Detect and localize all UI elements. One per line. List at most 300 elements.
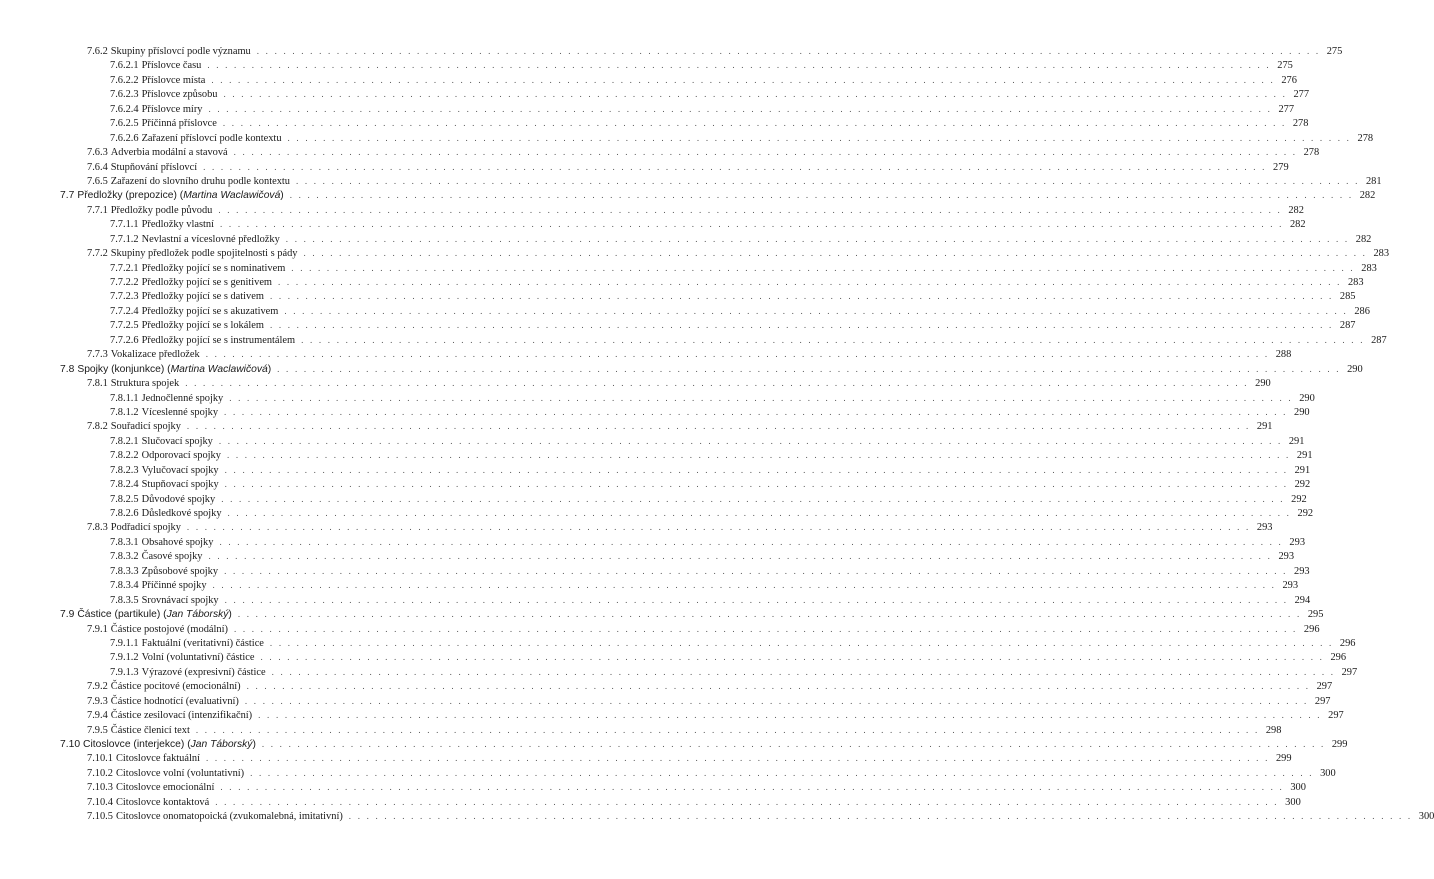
toc-leader-dots: . . . . . . . . . . . . . . . . . . . . . . . . . . . . . . . . . . . . . . . . . . . . . . . . . . . . . . . . . . . . . . . . . . . . . . . . . . . . . . . . . . . . . . . . . . . . . . . . . . . . . . . . . . . . . . . . . . . . . . . . [220,219,1284,230]
toc-entry [60,520,1273,534]
toc-entry-title [111,146,228,160]
toc-leader-dots: . . . . . . . . . . . . . . . . . . . . . . . . . . . . . . . . . . . . . . . . . . . . . . . . . . . . . . . . . . . . . . . . . . . . . . . . . . . . . . . . . . . . . . . . . . . . . . . . . . . . . . . . . . . . . . . . . . . . . . . . [285,233,1350,244]
toc-entry [60,376,1271,390]
toc-entry-number: 7.8.2.2 [110,450,139,462]
toc-entry-page: 283 [1361,262,1377,274]
toc-entry-number: 7.8.2.5 [110,493,139,505]
toc-entry-title-text: Citoslovce volní (voluntativní) [115,767,245,779]
toc-entry-title [111,420,181,434]
toc-entry-page: 297 [1341,666,1358,678]
toc-entry-title [142,536,214,550]
toc-entry-title-text: Předložky pojící se s akuzativem [141,305,279,317]
toc-entry [60,275,1364,289]
toc-leader-dots: . . . . . . . . . . . . . . . . . . . . . . . . . . . . . . . . . . . . . . . . . . . . . . . . . . . . . . . . . . . . . . . . . . . . . . . . . . . . . . . . . . . . . . . . . . . . . . . . . . . . . . . . . . . . . . . . . . . . . . . . [233,623,1298,634]
toc-entry [60,102,1295,116]
toc-entry-number: 7.10.1 [87,753,113,765]
toc-entry-title [142,579,207,593]
toc-entry-author: Martina Waclawičová [183,190,281,202]
toc-entry-title [116,752,200,766]
toc-leader-dots: . . . . . . . . . . . . . . . . . . . . . . . . . . . . . . . . . . . . . . . . . . . . . . . . . . . . . . . . . . . . . . . . . . . . . . . . . . . . . . . . . . . . . . . . . . . . . . . . . . . . . . . . . . . . . . . . . . . . . . . . [218,435,1283,446]
toc-entry-title [142,276,272,290]
toc-entry-title [77,608,232,622]
toc-leader-dots: . . . . . . . . . . . . . . . . . . . . . . . . . . . . . . . . . . . . . . . . . . . . . . . . . . . . . . . . . . . . . . . . . . . . . . . . . . . . . . . . . . . . . . . . . . . . . . . . . . . . . . . . . . . . . . . . . . . . . . . . [218,204,1282,215]
toc-entry-number: 7.8.3.5 [110,594,139,606]
toc-leader-dots: . . . . . . . . . . . . . . . . . . . . . . . . . . . . . . . . . . . . . . . . . . . . . . . . . . . . . . . . . . . . . . . . . . . . . . . . . . . . . . . . . . . . . . . . . . . . . . . . . . . . . . . . . . . . . . . . . . . . . . . . [295,175,1360,186]
toc-entry [60,795,1301,809]
toc-entry [60,160,1289,174]
toc-entry-page: 300 [1290,782,1306,794]
toc-entry-title-text: Částice hodnotící (evaluativní) [110,695,239,707]
toc-entry [60,405,1310,419]
toc-entry-title [142,478,219,492]
toc-entry-title-text: Skupiny předložek podle spojitelnosti s pády [110,248,298,260]
toc-leader-dots: . . . . . . . . . . . . . . . . . . . . . . . . . . . . . . . . . . . . . . . . . . . . . . . . . . . . . . . . . . . . . . . . . . . . . . . . . . . . . . . . . . . . . . . . . . . . . . . . . . . . . . . . . . . . . . . . . . . . . . . . [203,161,1267,172]
toc-entry [60,549,1295,563]
table-of-contents [60,44,1434,824]
toc-entry-number: 7.10.2 [87,767,113,779]
toc-leader-dots: . . . . . . . . . . . . . . . . . . . . . . . . . . . . . . . . . . . . . . . . . . . . . . . . . . . . . . . . . . . . . . . . . . . . . . . . . . . . . . . . . . . . . . . . . . . . . . . . . . . . . . . . . . . . . . . . . . . . . . . . [221,493,1285,504]
toc-entry-page: 292 [1297,508,1314,519]
toc-entry-number: 7.8.2.1 [110,435,139,447]
toc-entry-number: 7.10 [60,739,81,750]
toc-leader-dots: . . . . . . . . . . . . . . . . . . . . . . . . . . . . . . . . . . . . . . . . . . . . . . . . . . . . . . . . . . . . . . . . . . . . . . . . . . . . . . . . . . . . . . . . . . . . . . . . . . . . . . . . . . . . . . . . . . . . . . . . [222,118,1287,129]
toc-entry [60,780,1306,794]
toc-entry-number: 7.8.1.2 [110,406,139,418]
toc-entry-page: 293 [1294,565,1310,577]
toc-entry-page: 293 [1282,580,1299,592]
toc-leader-dots: . . . . . . . . . . . . . . . . . . . . . . . . . . . . . . . . . . . . . . . . . . . . . . . . . . . . . . . . . . . . . . . . . . . . . . . . . . . . . . . . . . . . . . . . . . . . . . . . . . . . . . . . . . . . . . . . . . . . . . . . [284,305,1348,316]
toc-entry-title [111,623,228,637]
toc-entry-title-tail: ) [252,739,256,750]
toc-entry-title [142,290,264,304]
toc-entry-page: 291 [1256,421,1273,433]
toc-entry-title [111,175,290,189]
toc-entry-title-text: Obsahové spojky [141,536,214,548]
toc-entry-title-text: Příslovce míry [141,103,203,115]
toc-entry-number: 7.8.1.1 [110,392,139,404]
toc-entry [60,751,1292,765]
toc-entry-title-text: Příslovce způsobu [141,89,218,101]
toc-entry-title [142,59,202,73]
toc-leader-dots: . . . . . . . . . . . . . . . . . . . . . . . . . . . . . . . . . . . . . . . . . . . . . . . . . . . . . . . . . . . . . . . . . . . . . . . . . . . . . . . . . . . . . . . . . . . . . . . . . . . . . . . . . . . . . . . . . . . . . . . . [303,248,1368,259]
toc-leader-dots: . . . . . . . . . . . . . . . . . . . . . . . . . . . . . . . . . . . . . . . . . . . . . . . . . . . . . . . . . . . . . . . . . . . . . . . . . . . . . . . . . . . . . . . . . . . . . . . . . . . . . . . . . . . . . . . . . . . . . . . . [291,262,1355,273]
toc-entry-page: 300 [1285,796,1301,808]
toc-leader-dots: . . . . . . . . . . . . . . . . . . . . . . . . . . . . . . . . . . . . . . . . . . . . . . . . . . . . . . . . . . . . . . . . . . . . . . . . . . . . . . . . . . . . . . . . . . . . . . . . . . . . . . . . . . . . . . . . . . . . . . . . [277,363,1341,374]
toc-entry [60,434,1305,448]
toc-entry-number: 7.9.1.1 [110,637,139,649]
toc-entry-page: 299 [1275,753,1292,765]
toc-entry-page: 287 [1371,334,1387,346]
toc-leader-dots: . . . . . . . . . . . . . . . . . . . . . . . . . . . . . . . . . . . . . . . . . . . . . . . . . . . . . . . . . . . . . . . . . . . . . . . . . . . . . . . . . . . . . . . . . . . . . . . . . . . . . . . . . . . . . . . . . . . . . . . . [269,320,1334,331]
toc-entry [60,318,1356,332]
toc-entry-author: Jan Táborský [166,609,229,621]
toc-leader-dots: . . . . . . . . . . . . . . . . . . . . . . . . . . . . . . . . . . . . . . . . . . . . . . . . . . . . . . . . . . . . . . . . . . . . . . . . . . . . . . . . . . . . . . . . . . . . . . . . . . . . . . . . . . . . . . . . . . . . . . . . [269,637,1334,648]
toc-entry [60,679,1333,693]
toc-entry-title-text: Souřadicí spojky [110,421,181,433]
toc-entry-number: 7.7.2.4 [110,305,139,317]
toc-entry-number: 7.8.3.2 [110,551,139,563]
toc-entry-page: 281 [1365,175,1382,187]
toc-entry-title-text: Předložky pojící se s instrumentálem [141,334,296,346]
toc-entry-page: 278 [1357,132,1374,144]
toc-entry-page: 294 [1294,594,1311,606]
toc-entry-page: 297 [1316,681,1333,693]
toc-entry-page: 276 [1281,74,1297,86]
toc-leader-dots: . . . . . . . . . . . . . . . . . . . . . . . . . . . . . . . . . . . . . . . . . . . . . . . . . . . . . . . . . . . . . . . . . . . . . . . . . . . . . . . . . . . . . . . . . . . . . . . . . . . . . . . . . . . . . . . . . . . . . . . . [212,580,1277,591]
toc-entry-page: 275 [1277,60,1293,72]
toc-entry [60,261,1377,275]
toc-entry-page: 292 [1294,479,1311,491]
toc-entry-title-text: Citoslovce onomatopoická (zvukomalebná, imitativní) [115,811,343,823]
toc-entry-number: 7.8.2.3 [110,464,139,476]
toc-entry-page: 283 [1373,248,1390,260]
toc-entry-title-text: Srovnávací spojky [141,594,219,606]
toc-entry-title [111,161,197,175]
toc-entry-title-text: Skupiny příslovcí podle významu [110,46,251,57]
toc-leader-dots: . . . . . . . . . . . . . . . . . . . . . . . . . . . . . . . . . . . . . . . . . . . . . . . . . . . . . . . . . . . . . . . . . . . . . . . . . . . . . . . . . . . . . . . . . . . . . . . . . . . . . . . . . . . . . . . . . . . . . . . . [261,739,1326,749]
toc-entry-page: 298 [1265,724,1282,736]
toc-entry [60,188,1376,202]
toc-entry-title [142,233,280,247]
toc-entry-title [111,45,251,59]
toc-leader-dots: . . . . . . . . . . . . . . . . . . . . . . . . . . . . . . . . . . . . . . . . . . . . . . . . . . . . . . . . . . . . . . . . . . . . . . . . . . . . . . . . . . . . . . . . . . . . . . . . . . . . . . . . . . . . . . . . . . . . . . . . [220,782,1284,793]
toc-leader-dots: . . . . . . . . . . . . . . . . . . . . . . . . . . . . . . . . . . . . . . . . . . . . . . . . . . . . . . . . . . . . . . . . . . . . . . . . . . . . . . . . . . . . . . . . . . . . . . . . . . . . . . . . . . . . . . . . . . . . . . . . [348,811,1413,822]
toc-entry-page: 296 [1303,623,1320,635]
toc-entry [60,694,1331,708]
toc-entry [60,809,1434,823]
toc-entry-title [142,637,264,651]
toc-entry-title-text: Vokalizace předložek [110,349,200,361]
toc-entry-number: 7.9.1 [87,623,108,635]
toc-entry-page: 275 [1326,46,1343,57]
toc-entry-page: 282 [1359,190,1376,202]
toc-leader-dots: . . . . . . . . . . . . . . . . . . . . . . . . . . . . . . . . . . . . . . . . . . . . . . . . . . . . . . . . . . . . . . . . . . . . . . . . . . . . . . . . . . . . . . . . . . . . . . . . . . . . . . . . . . . . . . . . . . . . . . . . [237,609,1302,620]
toc-entry-author: Jan Táborský [190,739,253,750]
toc-entry-title [111,348,200,362]
toc-entry-title-text: Způsobové spojky [141,565,219,577]
toc-leader-dots: . . . . . . . . . . . . . . . . . . . . . . . . . . . . . . . . . . . . . . . . . . . . . . . . . . . . . . . . . . . . . . . . . . . . . . . . . . . . . . . . . . . . . . . . . . . . . . . . . . . . . . . . . . . . . . . . . . . . . . . . [215,796,1279,807]
toc-entry-title-text: Volní (voluntativní) částice [141,652,255,664]
toc-entry-number: 7.8.1 [87,378,108,390]
toc-entry [60,58,1293,72]
toc-entry-title-tail: ) [280,190,284,202]
toc-entry-title-text: Citoslovce kontaktová [115,796,210,808]
toc-entry-page: 290 [1255,378,1271,390]
toc-entry-title [142,305,279,319]
toc-entry [60,477,1311,491]
toc-entry-title-text: Příčinná příslovce [141,118,217,130]
toc-entry-title [142,666,266,680]
toc-entry-page: 295 [1307,609,1324,621]
toc-entry-title [77,189,283,203]
toc-entry-number: 7.6.2.3 [110,89,139,101]
toc-entry-number: 7.8.2.4 [110,479,139,491]
toc-entry-number: 7.7.2.6 [110,334,139,346]
toc-entry-title-text: Faktuální (veritativní) částice [141,637,264,649]
toc-entry-page: 282 [1289,219,1306,231]
toc-leader-dots: . . . . . . . . . . . . . . . . . . . . . . . . . . . . . . . . . . . . . . . . . . . . . . . . . . . . . . . . . . . . . . . . . . . . . . . . . . . . . . . . . . . . . . . . . . . . . . . . . . . . . . . . . . . . . . . . . . . . . . . . [186,522,1251,533]
toc-entry [60,593,1311,607]
toc-entry [60,737,1348,751]
toc-entry-title-text: Předložky vlastní [141,219,215,231]
toc-leader-dots: . . . . . . . . . . . . . . . . . . . . . . . . . . . . . . . . . . . . . . . . . . . . . . . . . . . . . . . . . . . . . . . . . . . . . . . . . . . . . . . . . . . . . . . . . . . . . . . . . . . . . . . . . . . . . . . . . . . . . . . . [246,681,1311,692]
toc-leader-dots: . . . . . . . . . . . . . . . . . . . . . . . . . . . . . . . . . . . . . . . . . . . . . . . . . . . . . . . . . . . . . . . . . . . . . . . . . . . . . . . . . . . . . . . . . . . . . . . . . . . . . . . . . . . . . . . . . . . . . . . . [208,103,1273,114]
toc-entry-page: 297 [1328,710,1344,722]
toc-entry-number: 7.7.2 [87,248,108,260]
toc-entry [60,246,1390,260]
toc-entry-title-text: Příslovce místa [141,74,206,86]
toc-entry-number: 7.6.2.4 [110,103,139,115]
toc-entry-title-text: Důvodové spojky [141,493,216,505]
toc-entry [60,44,1343,58]
toc-entry-title [142,651,255,665]
toc-entry-title [111,709,252,723]
toc-entry [60,203,1304,217]
toc-entry [60,535,1306,549]
toc-entry-number: 7.7.1 [87,204,108,216]
toc-entry-title-tail: ) [228,609,232,621]
toc-entry-title-text: Příslovce času [141,60,202,72]
toc-entry-title-text: Částice (partikule) ( [77,609,167,621]
toc-entry-number: 7.6.2.5 [110,118,139,130]
toc-entry-page: 299 [1331,739,1348,750]
toc-entry-title-text: Víceslenné spojky [141,406,219,418]
toc-leader-dots: . . . . . . . . . . . . . . . . . . . . . . . . . . . . . . . . . . . . . . . . . . . . . . . . . . . . . . . . . . . . . . . . . . . . . . . . . . . . . . . . . . . . . . . . . . . . . . . . . . . . . . . . . . . . . . . . . . . . . . . . [223,89,1288,100]
toc-entry-title-text: Citoslovce (interjekce) ( [83,739,191,750]
toc-leader-dots: . . . . . . . . . . . . . . . . . . . . . . . . . . . . . . . . . . . . . . . . . . . . . . . . . . . . . . . . . . . . . . . . . . . . . . . . . . . . . . . . . . . . . . . . . . . . . . . . . . . . . . . . . . . . . . . . . . . . . . . . [207,60,1271,71]
toc-entry [60,145,1320,159]
toc-entry-page: 291 [1294,464,1311,476]
toc-entry-title-text: Předložky podle původu [110,204,213,216]
toc-entry-number: 7.7.3 [87,349,108,361]
toc-leader-dots: . . . . . . . . . . . . . . . . . . . . . . . . . . . . . . . . . . . . . . . . . . . . . . . . . . . . . . . . . . . . . . . . . . . . . . . . . . . . . . . . . . . . . . . . . . . . . . . . . . . . . . . . . . . . . . . . . . . . . . . . [289,190,1354,201]
toc-entry-title-text: Zařazení příslovcí podle kontextu [141,132,282,144]
toc-entry [60,564,1310,578]
toc-entry-title [111,724,190,738]
toc-leader-dots: . . . . . . . . . . . . . . . . . . . . . . . . . . . . . . . . . . . . . . . . . . . . . . . . . . . . . . . . . . . . . . . . . . . . . . . . . . . . . . . . . . . . . . . . . . . . . . . . . . . . . . . . . . . . . . . . . . . . . . . . [195,724,1260,735]
toc-leader-dots: . . . . . . . . . . . . . . . . . . . . . . . . . . . . . . . . . . . . . . . . . . . . . . . . . . . . . . . . . . . . . . . . . . . . . . . . . . . . . . . . . . . . . . . . . . . . . . . . . . . . . . . . . . . . . . . . . . . . . . . . [211,74,1275,85]
toc-entry [60,665,1358,679]
toc-entry-title [142,117,217,131]
toc-entry-number: 7.9.2 [87,681,108,693]
toc-leader-dots: . . . . . . . . . . . . . . . . . . . . . . . . . . . . . . . . . . . . . . . . . . . . . . . . . . . . . . . . . . . . . . . . . . . . . . . . . . . . . . . . . . . . . . . . . . . . . . . . . . . . . . . . . . . . . . . . . . . . . . . . [278,277,1342,287]
toc-entry-title-text: Stupňovací spojky [141,479,219,491]
toc-entry-title [142,319,264,333]
toc-entry-page: 283 [1347,277,1364,288]
toc-entry [60,391,1315,405]
toc-entry-title-text: Odporovací spojky [141,450,221,462]
toc-leader-dots: . . . . . . . . . . . . . . . . . . . . . . . . . . . . . . . . . . . . . . . . . . . . . . . . . . . . . . . . . . . . . . . . . . . . . . . . . . . . . . . . . . . . . . . . . . . . . . . . . . . . . . . . . . . . . . . . . . . . . . . . [224,406,1288,417]
toc-entry-title [142,392,224,406]
toc-entry-title [142,88,218,102]
toc-entry-title [142,493,216,507]
toc-leader-dots: . . . . . . . . . . . . . . . . . . . . . . . . . . . . . . . . . . . . . . . . . . . . . . . . . . . . . . . . . . . . . . . . . . . . . . . . . . . . . . . . . . . . . . . . . . . . . . . . . . . . . . . . . . . . . . . . . . . . . . . . [287,132,1352,143]
toc-entry-page: 282 [1355,233,1372,245]
toc-leader-dots: . . . . . . . . . . . . . . . . . . . . . . . . . . . . . . . . . . . . . . . . . . . . . . . . . . . . . . . . . . . . . . . . . . . . . . . . . . . . . . . . . . . . . . . . . . . . . . . . . . . . . . . . . . . . . . . . . . . . . . . . [224,479,1289,490]
toc-entry-title-text: Výrazové (expresivní) částice [141,666,266,678]
toc-entry-number: 7.7.2.5 [110,320,139,332]
toc-entry-title-tail: ) [267,363,272,375]
toc-entry [60,131,1374,145]
toc-entry-title-text: Struktura spojek [110,378,180,390]
toc-entry-title-text: Předložky pojící se s genitivem [141,277,273,288]
toc-entry-number: 7.8.3 [87,522,108,534]
toc-leader-dots: . . . . . . . . . . . . . . . . . . . . . . . . . . . . . . . . . . . . . . . . . . . . . . . . . . . . . . . . . . . . . . . . . . . . . . . . . . . . . . . . . . . . . . . . . . . . . . . . . . . . . . . . . . . . . . . . . . . . . . . . [226,450,1291,461]
toc-entry [60,636,1356,650]
toc-entry-title [142,565,218,579]
toc-leader-dots: . . . . . . . . . . . . . . . . . . . . . . . . . . . . . . . . . . . . . . . . . . . . . . . . . . . . . . . . . . . . . . . . . . . . . . . . . . . . . . . . . . . . . . . . . . . . . . . . . . . . . . . . . . . . . . . . . . . . . . . . [301,334,1365,345]
toc-entry-page: 290 [1299,392,1315,404]
toc-leader-dots: . . . . . . . . . . . . . . . . . . . . . . . . . . . . . . . . . . . . . . . . . . . . . . . . . . . . . . . . . . . . . . . . . . . . . . . . . . . . . . . . . . . . . . . . . . . . . . . . . . . . . . . . . . . . . . . . . . . . . . . . [205,349,1270,360]
toc-entry-title [83,738,256,752]
toc-leader-dots: . . . . . . . . . . . . . . . . . . . . . . . . . . . . . . . . . . . . . . . . . . . . . . . . . . . . . . . . . . . . . . . . . . . . . . . . . . . . . . . . . . . . . . . . . . . . . . . . . . . . . . . . . . . . . . . . . . . . . . . . [224,594,1289,605]
toc-entry-number: 7.8.2.6 [110,508,139,519]
toc-entry [60,304,1370,318]
toc-entry-number: 7.10.3 [87,782,113,794]
toc-entry-title [116,767,244,781]
toc-leader-dots: . . . . . . . . . . . . . . . . . . . . . . . . . . . . . . . . . . . . . . . . . . . . . . . . . . . . . . . . . . . . . . . . . . . . . . . . . . . . . . . . . . . . . . . . . . . . . . . . . . . . . . . . . . . . . . . . . . . . . . . . [256,46,1321,56]
toc-entry-title [142,449,221,463]
toc-entry-title-text: Stupňování příslovcí [110,161,198,173]
toc-entry-number: 7.10.5 [87,811,113,823]
toc-entry [60,174,1382,188]
toc-entry-page: 297 [1314,695,1331,707]
toc-entry [60,116,1309,130]
toc-leader-dots: . . . . . . . . . . . . . . . . . . . . . . . . . . . . . . . . . . . . . . . . . . . . . . . . . . . . . . . . . . . . . . . . . . . . . . . . . . . . . . . . . . . . . . . . . . . . . . . . . . . . . . . . . . . . . . . . . . . . . . . . [224,565,1288,576]
toc-entry-number: 7.6.2 [87,46,108,57]
toc-entry-title-text: Časové spojky [141,551,203,563]
toc-entry [60,448,1313,462]
toc-entry-number: 7.8.2 [87,421,108,433]
toc-entry-title [116,781,214,795]
toc-entry-number: 7.8.3.1 [110,536,139,548]
toc-leader-dots: . . . . . . . . . . . . . . . . . . . . . . . . . . . . . . . . . . . . . . . . . . . . . . . . . . . . . . . . . . . . . . . . . . . . . . . . . . . . . . . . . . . . . . . . . . . . . . . . . . . . . . . . . . . . . . . . . . . . . . . . [186,421,1251,432]
toc-leader-dots: . . . . . . . . . . . . . . . . . . . . . . . . . . . . . . . . . . . . . . . . . . . . . . . . . . . . . . . . . . . . . . . . . . . . . . . . . . . . . . . . . . . . . . . . . . . . . . . . . . . . . . . . . . . . . . . . . . . . . . . . [227,508,1292,518]
toc-entry-title-text: Adverbia modální a stavová [110,147,228,159]
toc-leader-dots: . . . . . . . . . . . . . . . . . . . . . . . . . . . . . . . . . . . . . . . . . . . . . . . . . . . . . . . . . . . . . . . . . . . . . . . . . . . . . . . . . . . . . . . . . . . . . . . . . . . . . . . . . . . . . . . . . . . . . . . . [208,551,1273,562]
toc-entry-title [111,695,239,709]
toc-leader-dots: . . . . . . . . . . . . . . . . . . . . . . . . . . . . . . . . . . . . . . . . . . . . . . . . . . . . . . . . . . . . . . . . . . . . . . . . . . . . . . . . . . . . . . . . . . . . . . . . . . . . . . . . . . . . . . . . . . . . . . . . [271,666,1336,677]
toc-entry [60,607,1324,621]
toc-entry-page: 293 [1256,522,1273,534]
toc-entry-number: 7.8.3.3 [110,565,139,577]
toc-entry-number: 7.10.4 [87,796,113,808]
toc-entry [60,87,1310,101]
toc-leader-dots: . . . . . . . . . . . . . . . . . . . . . . . . . . . . . . . . . . . . . . . . . . . . . . . . . . . . . . . . . . . . . . . . . . . . . . . . . . . . . . . . . . . . . . . . . . . . . . . . . . . . . . . . . . . . . . . . . . . . . . . . [258,710,1322,721]
toc-leader-dots: . . . . . . . . . . . . . . . . . . . . . . . . . . . . . . . . . . . . . . . . . . . . . . . . . . . . . . . . . . . . . . . . . . . . . . . . . . . . . . . . . . . . . . . . . . . . . . . . . . . . . . . . . . . . . . . . . . . . . . . . [250,767,1314,778]
toc-entry-title [77,363,271,377]
toc-entry [60,708,1344,722]
toc-entry-title-text: Jednočlenné spojky [141,392,224,404]
toc-entry [60,723,1282,737]
toc-entry [60,506,1314,520]
toc-entry-author: Martina Waclawičová [170,363,268,375]
toc-entry [60,362,1363,376]
toc-entry-title-text: Podřadicí spojky [110,522,181,534]
toc-entry-title [111,377,179,391]
toc-entry-title [142,218,214,232]
toc-entry-page: 278 [1292,118,1309,130]
toc-entry-page: 288 [1275,349,1292,361]
toc-entry-number: 7.9 [60,609,75,621]
toc-entry-title [111,680,241,694]
toc-entry-number: 7.6.2.1 [110,60,139,72]
toc-entry-number: 7.7.2.2 [110,277,139,288]
toc-entry-page: 277 [1293,89,1310,101]
toc-leader-dots: . . . . . . . . . . . . . . . . . . . . . . . . . . . . . . . . . . . . . . . . . . . . . . . . . . . . . . . . . . . . . . . . . . . . . . . . . . . . . . . . . . . . . . . . . . . . . . . . . . . . . . . . . . . . . . . . . . . . . . . . [185,378,1249,389]
toc-entry-page: 296 [1339,637,1356,649]
toc-entry-title [116,810,343,824]
toc-entry [60,289,1356,303]
toc-leader-dots: . . . . . . . . . . . . . . . . . . . . . . . . . . . . . . . . . . . . . . . . . . . . . . . . . . . . . . . . . . . . . . . . . . . . . . . . . . . . . . . . . . . . . . . . . . . . . . . . . . . . . . . . . . . . . . . . . . . . . . . . [219,536,1284,547]
toc-entry-number: 7.7.1.2 [110,233,139,245]
toc-entry-title [142,406,218,420]
toc-entry [60,463,1311,477]
toc-entry [60,217,1306,231]
toc-entry-number: 7.9.4 [87,710,108,722]
toc-entry-title-text: Částice postojové (modální) [110,623,228,635]
toc-entry-title-text: Slučovací spojky [141,435,213,447]
toc-entry-page: 291 [1296,450,1313,462]
toc-entry-number: 7.6.5 [87,175,108,187]
toc-entry-number: 7.8 [60,363,75,375]
toc-entry-title [111,247,298,261]
toc-entry-title [142,550,203,564]
toc-entry [60,73,1297,87]
toc-entry-title-text: Spojky (konjunkce) ( [77,363,171,375]
toc-entry [60,419,1273,433]
toc-entry-title-text: Částice zesilovací (intenzifikační) [110,710,253,722]
toc-entry-page: 293 [1289,536,1306,548]
toc-entry-title [142,74,206,88]
toc-entry-number: 7.9.3 [87,695,108,707]
toc-entry [60,333,1387,347]
toc-leader-dots: . . . . . . . . . . . . . . . . . . . . . . . . . . . . . . . . . . . . . . . . . . . . . . . . . . . . . . . . . . . . . . . . . . . . . . . . . . . . . . . . . . . . . . . . . . . . . . . . . . . . . . . . . . . . . . . . . . . . . . . . [229,392,1293,403]
toc-entry-number: 7.7.2.3 [110,291,139,303]
toc-entry-number: 7.8.3.4 [110,580,139,592]
toc-entry-page: 296 [1330,652,1347,664]
toc-leader-dots: . . . . . . . . . . . . . . . . . . . . . . . . . . . . . . . . . . . . . . . . . . . . . . . . . . . . . . . . . . . . . . . . . . . . . . . . . . . . . . . . . . . . . . . . . . . . . . . . . . . . . . . . . . . . . . . . . . . . . . . . [205,753,1270,764]
toc-entry-number: 7.9.5 [87,724,108,736]
toc-entry-number: 7.7.1.1 [110,219,139,231]
toc-entry-title [142,132,282,146]
toc-entry-title [116,796,209,810]
toc-entry [60,232,1372,246]
toc-leader-dots: . . . . . . . . . . . . . . . . . . . . . . . . . . . . . . . . . . . . . . . . . . . . . . . . . . . . . . . . . . . . . . . . . . . . . . . . . . . . . . . . . . . . . . . . . . . . . . . . . . . . . . . . . . . . . . . . . . . . . . . . [269,291,1334,302]
toc-entry-title-text: Příčinné spojky [141,580,207,592]
toc-entry-page: 300 [1418,811,1434,823]
toc-entry-title-text: Částice pocitové (emocionální) [110,681,241,693]
toc-leader-dots: . . . . . . . . . . . . . . . . . . . . . . . . . . . . . . . . . . . . . . . . . . . . . . . . . . . . . . . . . . . . . . . . . . . . . . . . . . . . . . . . . . . . . . . . . . . . . . . . . . . . . . . . . . . . . . . . . . . . . . . . [244,695,1309,706]
toc-entry-number: 7.7.2.1 [110,262,139,274]
toc-entry-number: 7.6.2.2 [110,74,139,86]
toc-entry-title-text: Vylučovací spojky [141,464,219,476]
toc-entry-title [142,435,213,449]
toc-entry-number: 7.7 [60,190,75,202]
toc-entry-title [111,204,213,218]
toc-entry-title-text: Předložky pojící se s dativem [141,291,264,303]
toc-entry-number: 7.6.2.6 [110,132,139,144]
toc-leader-dots: . . . . . . . . . . . . . . . . . . . . . . . . . . . . . . . . . . . . . . . . . . . . . . . . . . . . . . . . . . . . . . . . . . . . . . . . . . . . . . . . . . . . . . . . . . . . . . . . . . . . . . . . . . . . . . . . . . . . . . . . [233,147,1298,158]
toc-entry-title-text: Částice členicí text [110,724,190,736]
toc-entry-page: 277 [1278,103,1295,115]
toc-entry-title-text: Důsledkové spojky [141,508,222,519]
toc-entry-number: 7.9.1.2 [110,652,139,664]
toc-entry-page: 292 [1291,493,1307,505]
toc-entry-page: 300 [1320,767,1336,779]
toc-entry-page: 286 [1354,305,1370,317]
toc-entry-page: 291 [1288,435,1305,447]
